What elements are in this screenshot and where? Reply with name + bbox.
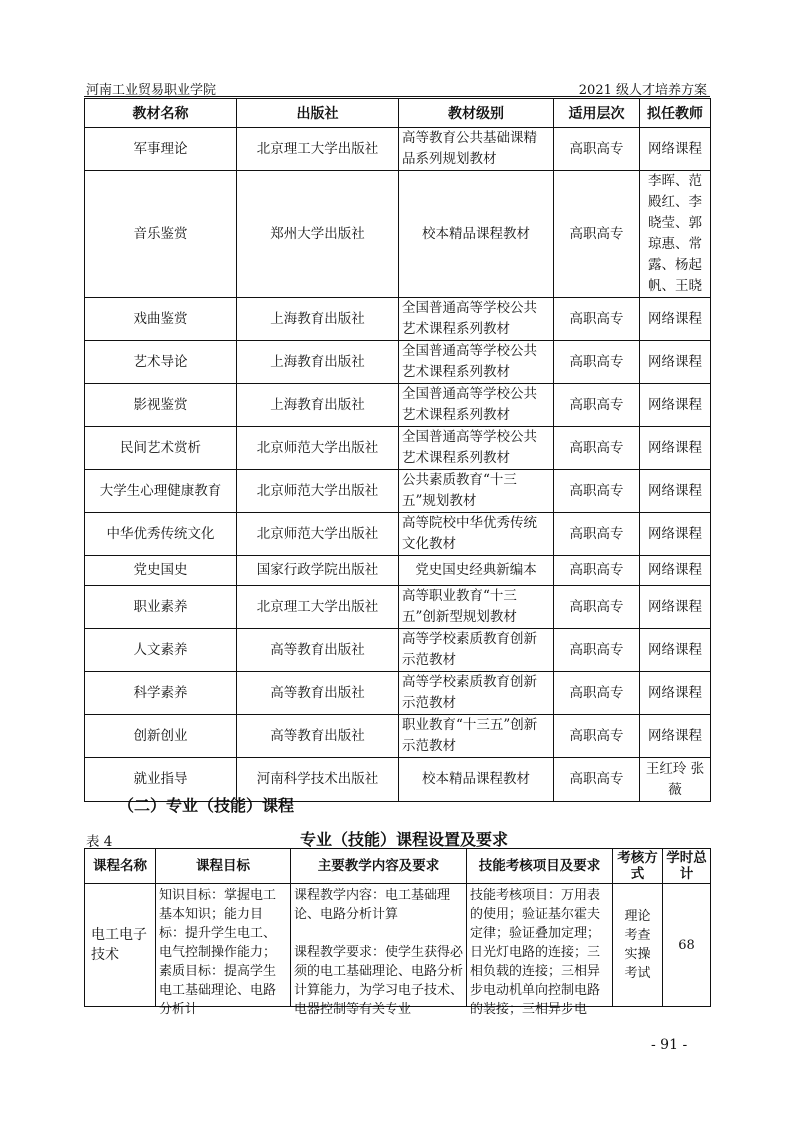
- publisher: 郑州大学出版社: [237, 171, 399, 298]
- table-row: [85, 556, 711, 586]
- page-number: - 91 -: [651, 1037, 688, 1053]
- textbook-level: 高等学校素质教育创新示范教材: [399, 629, 554, 672]
- textbook-level: 高等职业教育“十三五”创新型规划教材: [399, 586, 554, 629]
- textbook-level: 公共素质教育“十三五”规划教材: [399, 470, 554, 513]
- applicable-level: 高职高专: [554, 758, 640, 802]
- table-row: [85, 672, 711, 715]
- skill-assessment: [467, 884, 613, 1017]
- textbook-name: 军事理论: [85, 128, 237, 171]
- header-school-name: 河南工业贸易职业学院: [86, 83, 217, 98]
- table-row: [85, 298, 711, 341]
- column-header-publisher: 出版社: [237, 99, 399, 128]
- textbook-level: 全国普通高等学校公共艺术课程系列教材: [399, 427, 554, 470]
- teaching-requirement-paragraph: 课程教学要求：使学生获得必须的电工基础理论、电路分析计算能力，为学习电子技术、电器控制等有关专业: [294, 945, 464, 1017]
- table-row: [85, 586, 711, 629]
- textbook-level: 校本精品课程教材: [399, 758, 554, 802]
- header-document-title: 2021 级人才培养方案: [578, 83, 707, 98]
- textbook-name: 就业指导: [85, 758, 237, 802]
- teacher: 网络课程: [640, 672, 711, 715]
- column-header-textbook-name: 教材名称: [85, 99, 237, 128]
- teacher: 网络课程: [640, 427, 711, 470]
- teacher: 网络课程: [640, 586, 711, 629]
- textbook-name: 职业素养: [85, 586, 237, 629]
- course-table-header-row: [85, 849, 711, 884]
- teaching-content-wrap: [294, 886, 464, 1017]
- column-header-course-name: 课程名称: [85, 849, 156, 884]
- column-header-skill-assessment: 技能考核项目及要求: [467, 849, 613, 884]
- exam-method: 理论考查实操考试: [613, 884, 663, 1007]
- publisher: 高等教育出版社: [237, 629, 399, 672]
- applicable-level: 高职高专: [554, 128, 640, 171]
- textbook-name: 戏曲鉴赏: [85, 298, 237, 341]
- publisher: 北京理工大学出版社: [237, 128, 399, 171]
- table-number: 表 4: [86, 834, 113, 850]
- publisher: 北京师范大学出版社: [237, 513, 399, 556]
- publisher: 国家行政学院出版社: [237, 556, 399, 586]
- textbook-level: 全国普通高等学校公共艺术课程系列教材: [399, 341, 554, 384]
- textbook-name: 大学生心理健康教育: [85, 470, 237, 513]
- course-name: 电工电子技术: [85, 884, 156, 1007]
- table-row: [85, 884, 711, 1007]
- table-row: [85, 171, 711, 298]
- textbook-name: 艺术导论: [85, 341, 237, 384]
- column-header-teacher: 拟任教师: [640, 99, 711, 128]
- publisher: 高等教育出版社: [237, 715, 399, 758]
- course-goal: [156, 884, 291, 1017]
- textbook-name: 党史国史: [85, 556, 237, 586]
- total-hours: 68: [663, 884, 711, 1007]
- applicable-level: 高职高专: [554, 171, 640, 298]
- teacher: 网络课程: [640, 298, 711, 341]
- textbook-name: 音乐鉴赏: [85, 171, 237, 298]
- publisher: 上海教育出版社: [237, 384, 399, 427]
- applicable-level: 高职高专: [554, 298, 640, 341]
- publisher: 上海教育出版社: [237, 298, 399, 341]
- column-header-total-hours: 学时总计: [663, 849, 711, 884]
- textbook-name: 中华优秀传统文化: [85, 513, 237, 556]
- teacher: 李晖、范殿红、李晓莹、郭琼惠、常露、杨起帆、王晓: [640, 171, 711, 298]
- table-row: [85, 715, 711, 758]
- textbook-name: 民间艺术赏析: [85, 427, 237, 470]
- textbook-table: [84, 98, 718, 802]
- teacher: 网络课程: [640, 715, 711, 758]
- table-row: [85, 629, 711, 672]
- applicable-level: 高职高专: [554, 586, 640, 629]
- teacher: 网络课程: [640, 384, 711, 427]
- teacher: 网络课程: [640, 513, 711, 556]
- textbook-table-header-row: [85, 99, 711, 128]
- teacher: 王红玲 张 薇: [640, 758, 711, 802]
- textbook-level: 全国普通高等学校公共艺术课程系列教材: [399, 298, 554, 341]
- textbook-name: 科学素养: [85, 672, 237, 715]
- table-row: [85, 384, 711, 427]
- textbook-name: 创新创业: [85, 715, 237, 758]
- applicable-level: 高职高专: [554, 427, 640, 470]
- section-heading: （二）专业（技能）课程: [118, 796, 295, 815]
- teaching-content-paragraph: 课程教学内容：电工基础理论、电路分析计算: [294, 888, 451, 922]
- header-rule: [84, 96, 710, 97]
- paragraph-spacer: [294, 924, 463, 943]
- applicable-level: 高职高专: [554, 384, 640, 427]
- column-header-exam-method: 考核方式: [613, 849, 663, 884]
- publisher: 上海教育出版社: [237, 341, 399, 384]
- teacher: 网络课程: [640, 629, 711, 672]
- textbook-level: 全国普通高等学校公共艺术课程系列教材: [399, 384, 554, 427]
- publisher: 高等教育出版社: [237, 672, 399, 715]
- table-row: [85, 427, 711, 470]
- applicable-level: 高职高专: [554, 470, 640, 513]
- publisher: 北京师范大学出版社: [237, 427, 399, 470]
- applicable-level: 高职高专: [554, 513, 640, 556]
- textbook-name: 影视鉴赏: [85, 384, 237, 427]
- textbook-level: 高等学校素质教育创新示范教材: [399, 672, 554, 715]
- column-header-course-goal: 课程目标: [156, 849, 291, 884]
- applicable-level: 高职高专: [554, 629, 640, 672]
- teacher: 网络课程: [640, 341, 711, 384]
- table-row: [85, 513, 711, 556]
- column-header-teaching-content: 主要教学内容及要求: [291, 849, 467, 884]
- table-row: [85, 341, 711, 384]
- table-row: [85, 128, 711, 171]
- textbook-level: 职业教育“十三五”创新示范教材: [399, 715, 554, 758]
- applicable-level: 高职高专: [554, 715, 640, 758]
- skill-assessment-text: 技能考核项目：万用表的使用；验证基尔霍夫定律；验证叠加定理；日光灯电路的连接；三相负载的连接；三相异步电动机单向控制电路的装接；三相异步电: [470, 888, 601, 1017]
- applicable-level: 高职高专: [554, 341, 640, 384]
- publisher: 河南科学技术出版社: [237, 758, 399, 802]
- course-requirements-table: [84, 848, 711, 1017]
- column-header-textbook-level: 教材级别: [399, 99, 554, 128]
- textbook-level: 党史国史经典新编本: [399, 556, 554, 586]
- teacher: 网络课程: [640, 470, 711, 513]
- applicable-level: 高职高专: [554, 556, 640, 586]
- table-title: 专业（技能）课程设置及要求: [300, 830, 509, 849]
- textbook-level: 高等教育公共基础课精品系列规划教材: [399, 128, 554, 171]
- teaching-content: [291, 884, 467, 1017]
- textbook-level: 校本精品课程教材: [399, 171, 554, 298]
- textbook-level: 高等院校中华优秀传统文化教材: [399, 513, 554, 556]
- applicable-level: 高职高专: [554, 672, 640, 715]
- table-row: [85, 470, 711, 513]
- teacher: 网络课程: [640, 556, 711, 586]
- textbook-name: 人文素养: [85, 629, 237, 672]
- course-goal-text: 知识目标：掌握电工基本知识；能力目标：提升学生电工、电气控制操作能力；素质目标：提高学生电工基础理论、电路分析计: [159, 888, 277, 1017]
- publisher: 北京师范大学出版社: [237, 470, 399, 513]
- publisher: 北京理工大学出版社: [237, 586, 399, 629]
- teacher: 网络课程: [640, 128, 711, 171]
- column-header-applicable-level: 适用层次: [554, 99, 640, 128]
